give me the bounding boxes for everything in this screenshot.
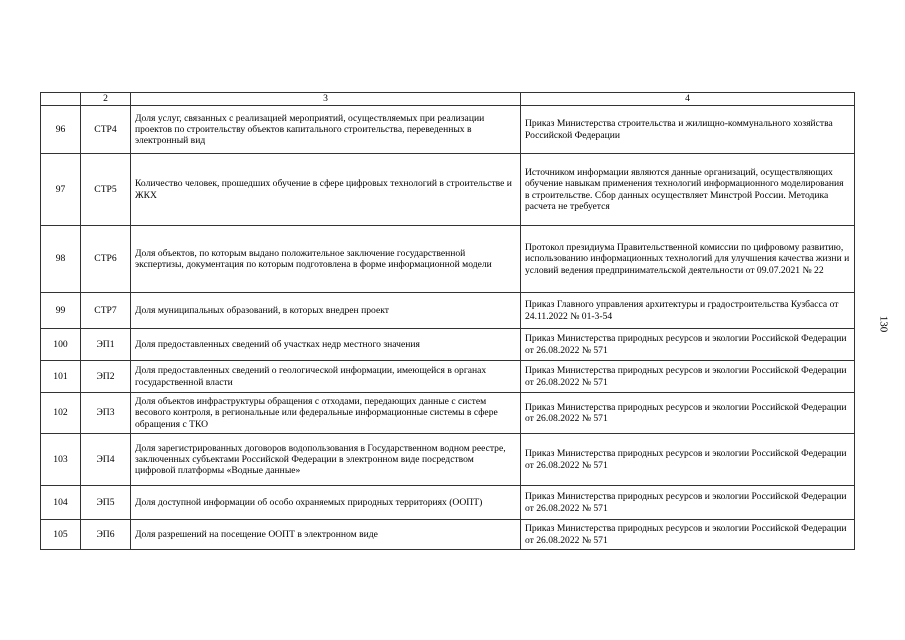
header-col-3: 3 [131, 93, 521, 106]
table-row [41, 520, 855, 550]
table-row [41, 293, 855, 329]
row-source: Приказ Министерства природных ресурсов и экологии Российской Федерации от 26.08.2022 № 571 [521, 393, 855, 434]
row-code: ЭП5 [81, 486, 131, 520]
row-number: 105 [41, 520, 81, 550]
row-number: 97 [41, 154, 81, 226]
row-code: СТР4 [81, 106, 131, 154]
row-number: 98 [41, 226, 81, 293]
row-number: 103 [41, 434, 81, 486]
row-description: Доля предоставленных сведений об участках недр местного значения [131, 329, 521, 361]
row-source: Приказ Министерства природных ресурсов и экологии Российской Федерации от 26.08.2022 № 571 [521, 520, 855, 550]
table-row [41, 486, 855, 520]
table-row [41, 434, 855, 486]
row-source: Приказ Министерства природных ресурсов и экологии Российской Федерации от 26.08.2022 № 571 [521, 434, 855, 486]
row-code: СТР6 [81, 226, 131, 293]
row-code: ЭП4 [81, 434, 131, 486]
row-code: ЭП6 [81, 520, 131, 550]
row-source: Приказ Министерства строительства и жилищно-коммунального хозяйства Российской Федерации [521, 106, 855, 154]
header-col-2: 2 [81, 93, 131, 106]
table-header-row [41, 93, 855, 106]
row-description: Доля услуг, связанных с реализацией мероприятий, осуществляемых при реализации проектов по строительству объектов капитального строительства, переведенных в электронный вид [131, 106, 521, 154]
table-row [41, 154, 855, 226]
row-source: Приказ Министерства природных ресурсов и экологии Российской Федерации от 26.08.2022 № 571 [521, 486, 855, 520]
row-number: 104 [41, 486, 81, 520]
row-source: Приказ Министерства природных ресурсов и экологии Российской Федерации от 26.08.2022 № 571 [521, 361, 855, 393]
row-description: Доля объектов, по которым выдано положительное заключение государственной экспертизы, документация по которым подготовлена в форме информационной модели [131, 226, 521, 293]
row-description: Количество человек, прошедших обучение в сфере цифровых технологий в строительстве и ЖКХ [131, 154, 521, 226]
table-row [41, 226, 855, 293]
indicators-table [40, 92, 855, 550]
page-number: 130 [877, 315, 890, 333]
row-code: ЭП1 [81, 329, 131, 361]
row-source: Протокол президиума Правительственной комиссии по цифровому развитию, использованию информационных технологий для улучшения качества жизни и условий ведения предпринимательской деятельности от 09.07.2021 № 22 [521, 226, 855, 293]
row-description: Доля доступной информации об особо охраняемых природных территориях (ООПТ) [131, 486, 521, 520]
row-number: 100 [41, 329, 81, 361]
table-row [41, 361, 855, 393]
row-number: 102 [41, 393, 81, 434]
row-source: Приказ Главного управления архитектуры и градостроительства Кузбасса от 24.11.2022 № 01-3-54 [521, 293, 855, 329]
row-description: Доля разрешений на посещение ООПТ в электронном виде [131, 520, 521, 550]
row-code: СТР7 [81, 293, 131, 329]
row-number: 99 [41, 293, 81, 329]
row-source: Приказ Министерства природных ресурсов и экологии Российской Федерации от 26.08.2022 № 571 [521, 329, 855, 361]
table-row [41, 393, 855, 434]
table-row [41, 329, 855, 361]
row-source: Источником информации являются данные организаций, осуществляющих обучение навыкам применения технологий информационного моделирования в строительстве. Сбор данных осуществляет Минстрой России. Методика расчета не требуется [521, 154, 855, 226]
row-number: 101 [41, 361, 81, 393]
row-code: СТР5 [81, 154, 131, 226]
row-description: Доля муниципальных образований, в которых внедрен проект [131, 293, 521, 329]
header-col-1 [41, 93, 81, 106]
row-code: ЭП3 [81, 393, 131, 434]
row-number: 96 [41, 106, 81, 154]
row-description: Доля объектов инфраструктуры обращения с отходами, передающих данные с систем весового контроля, в региональные или федеральные информационные системы в сфере обращения с ТКО [131, 393, 521, 434]
row-description: Доля зарегистрированных договоров водопользования в Государственном водном реестре, заключенных субъектами Российской Федерации в электронном виде посредством цифровой платформы «Водные данные» [131, 434, 521, 486]
header-col-4: 4 [521, 93, 855, 106]
row-code: ЭП2 [81, 361, 131, 393]
row-description: Доля предоставленных сведений о геологической информации, имеющейся в органах государственной власти [131, 361, 521, 393]
table-row [41, 106, 855, 154]
